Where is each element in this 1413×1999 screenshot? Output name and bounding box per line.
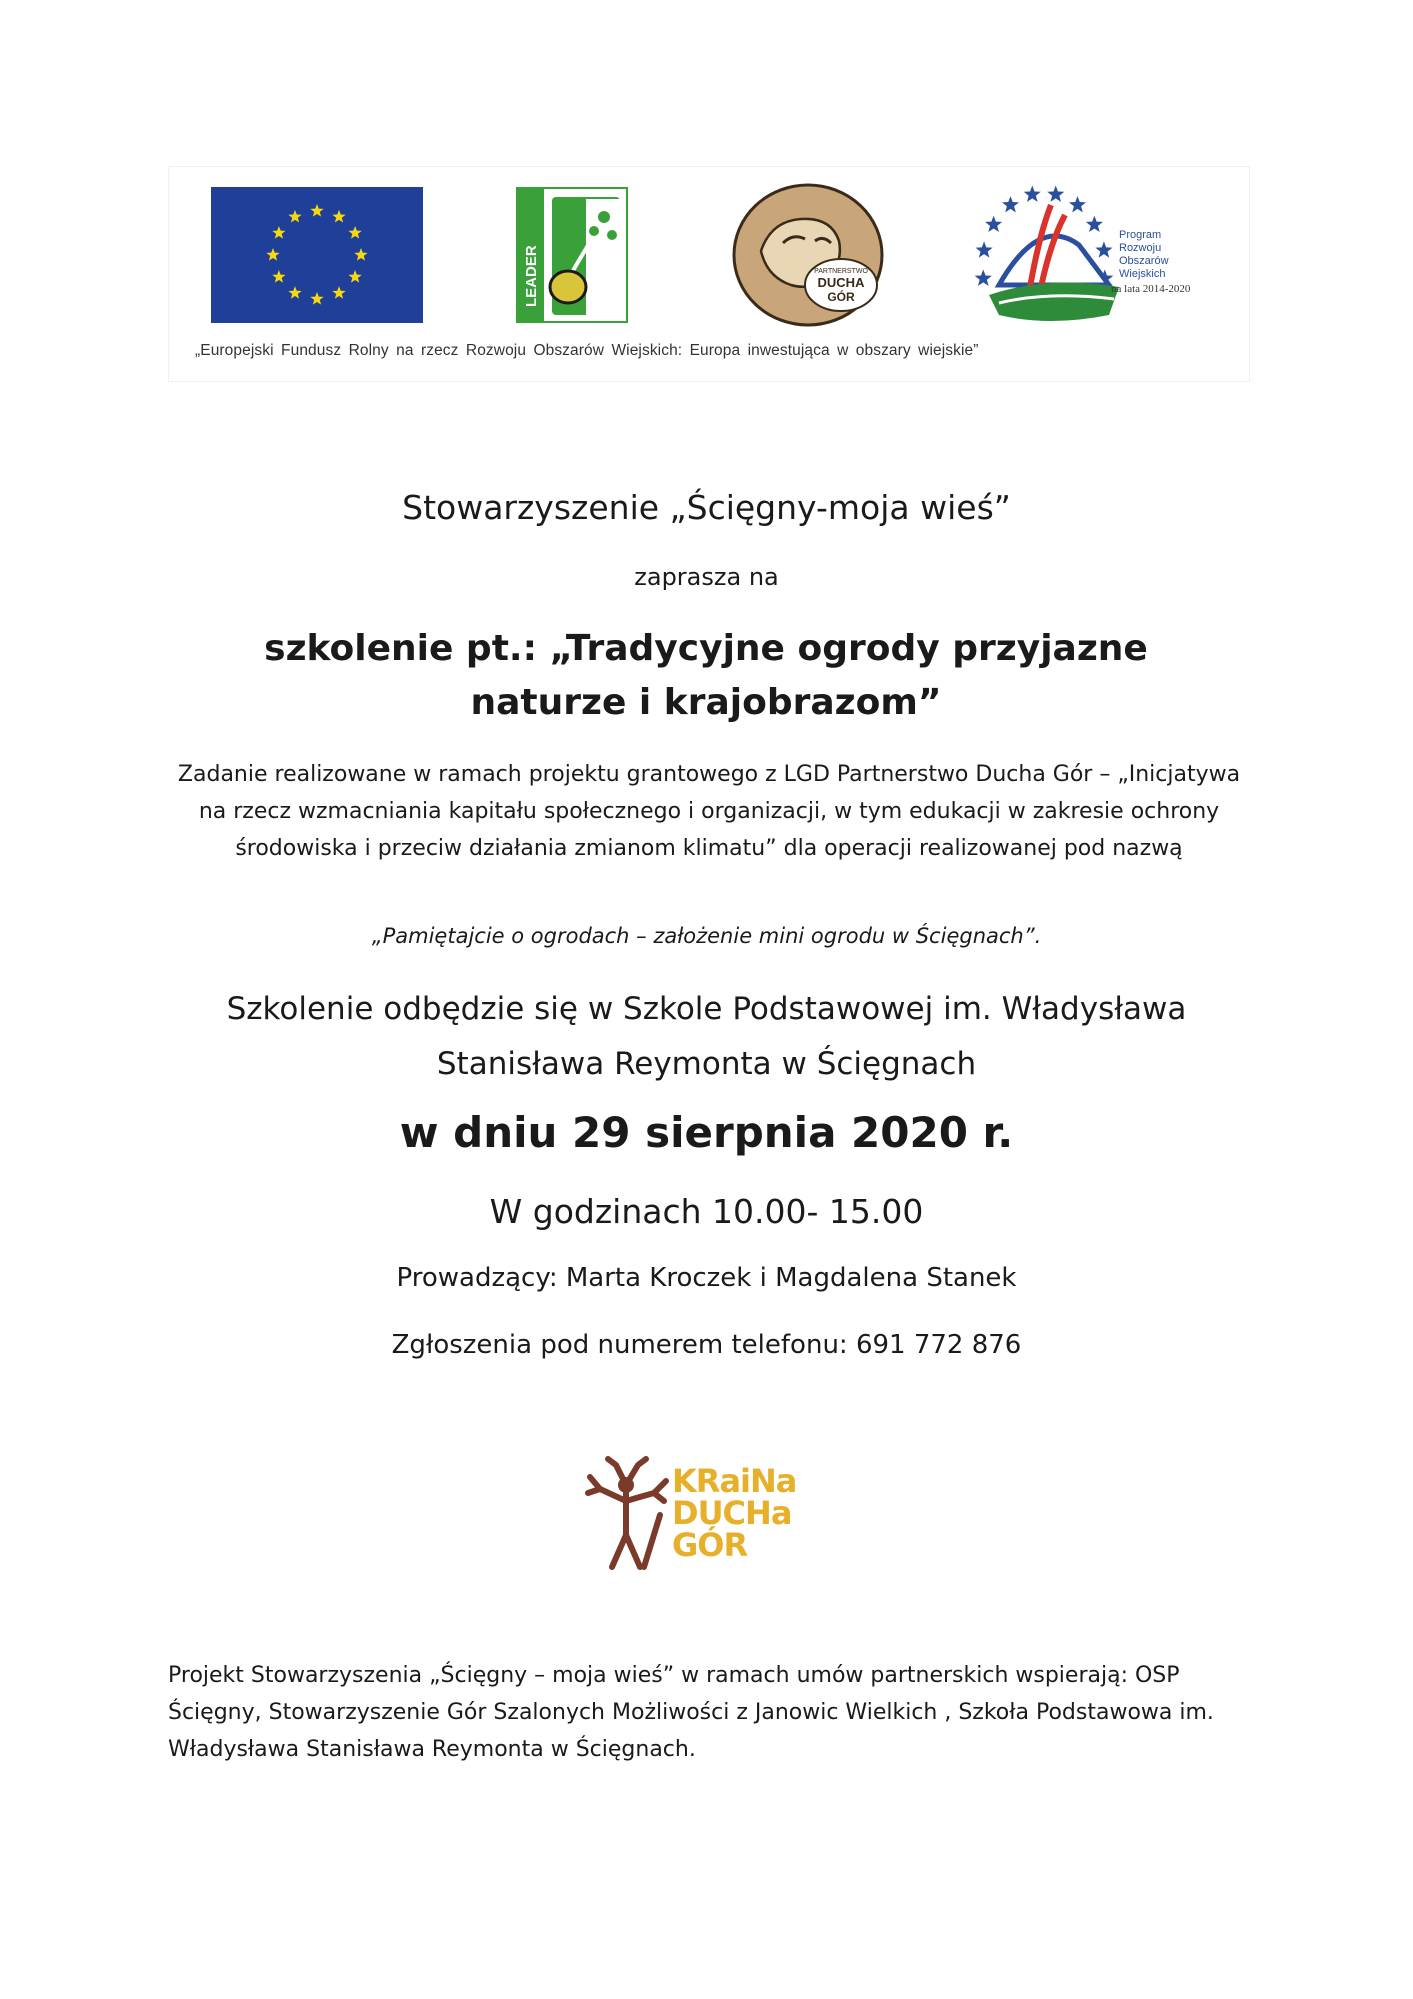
partners-footer: Projekt Stowarzyszenia „Ścięgny – moja wieś” w ramach umów partnerskich wspierają: OSP Ścięgny, Stowarzyszenie Gór Szalonych Możliwości z Janowic Wielkich , Szkoła Podstawowa im. Władysława Stanisława Reymonta w Ścięgnach. bbox=[168, 1663, 1214, 1762]
banner-caption: „Europejski Fundusz Rolny na rzecz Rozwoju Obszarów Wiejskich: Europa inwestująca w obszary wiejskie” bbox=[195, 342, 979, 359]
prow-star-icon bbox=[1002, 196, 1019, 212]
trainers-text: Prowadzący: Marta Kroczek i Magdalena Stanek bbox=[396, 1263, 1017, 1293]
prow-star-icon bbox=[1024, 186, 1041, 202]
kraina-figure-icon bbox=[582, 1455, 672, 1575]
ducha-logo-line2: DUCHA bbox=[817, 275, 865, 290]
kraina-line2: DUCHa bbox=[672, 1494, 792, 1532]
prow-line3: Obszarów bbox=[1119, 255, 1169, 267]
ducha-logo-line3: GÓR bbox=[827, 290, 855, 304]
operation-name: „Pamiętajcie o ogrodach – założenie mini ogrodu w Ścięgnach”. bbox=[371, 924, 1042, 948]
prow-years: na lata 2014-2020 bbox=[1111, 283, 1191, 295]
prow-star-icon bbox=[976, 241, 993, 257]
prow-line4: Wiejskich bbox=[1119, 268, 1166, 280]
registration-phone: Zgłoszenia pod numerem telefonu: 691 772 876 bbox=[391, 1330, 1022, 1360]
partnerstwo-ducha-gor-logo bbox=[731, 181, 885, 329]
ducha-logo-line1: PARTNERSTWO bbox=[814, 268, 868, 275]
event-hours: W godzinach 10.00- 15.00 bbox=[489, 1192, 924, 1231]
prow-star-icon bbox=[1086, 216, 1103, 232]
logo-banner bbox=[168, 166, 1250, 382]
prow-line1: Program bbox=[1119, 229, 1162, 241]
event-date: w dniu 29 sierpnia 2020 r. bbox=[399, 1108, 1014, 1157]
prow-star-icon bbox=[975, 270, 992, 286]
kraina-line3: GÓR bbox=[672, 1526, 748, 1564]
leader-label: LEADER bbox=[523, 245, 540, 307]
prow-line2: Rozwoju bbox=[1119, 242, 1162, 254]
kraina-ducha-gor-logo bbox=[582, 1455, 842, 1575]
prow-star-icon bbox=[985, 216, 1002, 232]
prow-star-icon bbox=[1069, 196, 1086, 212]
leader-logo bbox=[516, 187, 628, 323]
invites-text: zaprasza na bbox=[634, 563, 779, 591]
venue-text: Szkolenie odbędzie się w Szkole Podstawowej im. Władysława Stanisława Reymonta w Ścięgnach bbox=[226, 991, 1187, 1082]
association-name: Stowarzyszenie „Ścięgny-moja wieś” bbox=[402, 488, 1011, 527]
prow-star-icon bbox=[1095, 241, 1112, 257]
prow-logo bbox=[939, 175, 1149, 335]
task-description: Zadanie realizowane w ramach projektu grantowego z LGD Partnerstwo Ducha Gór – „Inicjatywa na rzecz wzmacniania kapitału społecznego i organizacji, w tym edukacji w zakresie ochrony środowiska i przeciw działania zmianom klimatu” dla operacji realizowanej pod nazwą bbox=[177, 762, 1241, 861]
training-title: szkolenie pt.: „Tradycyjne ogrody przyjazne naturze i krajobrazom” bbox=[264, 628, 1148, 723]
prow-star-icon bbox=[1047, 186, 1064, 202]
kraina-line1: KRaiNa bbox=[672, 1462, 797, 1500]
eu-flag-logo bbox=[211, 187, 423, 323]
prow-logo-text bbox=[1111, 229, 1191, 296]
